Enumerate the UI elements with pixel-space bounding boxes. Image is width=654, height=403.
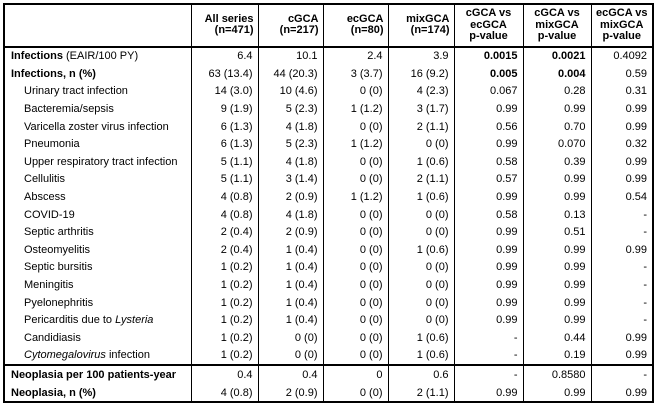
label-segment: Infections <box>11 50 63 63</box>
value-cell: 0 (0) <box>323 259 388 277</box>
value-cell: 0.39 <box>523 153 591 171</box>
value-cell: 0.99 <box>523 171 591 189</box>
value-cell: 0.44 <box>523 329 591 347</box>
header-cell-5: cGCA vs mixGCA p-value <box>523 4 591 47</box>
value-cell: 3 (1.7) <box>388 100 454 118</box>
value-cell: 0.31 <box>591 83 653 101</box>
label-segment: Septic arthritis <box>24 226 94 239</box>
value-cell: 1 (0.2) <box>191 276 258 294</box>
value-cell: - <box>591 276 653 294</box>
header-row <box>4 4 653 47</box>
row-label-cell <box>4 223 191 241</box>
table-row <box>4 100 653 118</box>
table-row <box>4 223 653 241</box>
label-segment: Pericarditis due to <box>24 314 116 327</box>
value-cell: 0 (0) <box>323 171 388 189</box>
value-cell: 2 (0.4) <box>191 223 258 241</box>
value-cell: 3.9 <box>388 47 454 66</box>
value-cell: 0 (0) <box>388 206 454 224</box>
label-segment: Cellulitis <box>24 173 65 186</box>
row-label-cell <box>4 100 191 118</box>
table-row <box>4 135 653 153</box>
row-label-cell <box>4 65 191 83</box>
value-cell: 1 (0.4) <box>258 294 323 312</box>
row-label-cell <box>4 171 191 189</box>
table-row <box>4 347 653 366</box>
table-row <box>4 83 653 101</box>
label-segment: Lysteria <box>115 314 154 327</box>
value-cell: 1 (0.4) <box>258 241 323 259</box>
value-cell: 0.99 <box>591 100 653 118</box>
label-segment: Neoplasia, n (%) <box>11 386 96 399</box>
row-label-cell <box>4 294 191 312</box>
value-cell: 0 (0) <box>323 223 388 241</box>
row-label-cell <box>4 118 191 136</box>
value-cell: 14 (3.0) <box>191 83 258 101</box>
value-cell: 1 (0.2) <box>191 347 258 366</box>
value-cell: 44 (20.3) <box>258 65 323 83</box>
value-cell: 0.32 <box>591 135 653 153</box>
value-cell: 0.99 <box>454 294 523 312</box>
value-cell: 9 (1.9) <box>191 100 258 118</box>
label-segment: COVID-19 <box>24 208 75 221</box>
value-cell: 0.57 <box>454 171 523 189</box>
value-cell: 1 (1.2) <box>323 188 388 206</box>
value-cell: 2 (1.1) <box>388 171 454 189</box>
value-cell: 0 (0) <box>388 294 454 312</box>
value-cell: 0.99 <box>523 294 591 312</box>
label-segment: infection <box>105 349 150 362</box>
label-segment: Cytomegalovirus <box>24 349 106 362</box>
value-cell: 0.51 <box>523 223 591 241</box>
header-cell-3: mixGCA (n=174) <box>388 4 454 47</box>
value-cell: 4 (2.3) <box>388 83 454 101</box>
value-cell: 0 (0) <box>388 311 454 329</box>
value-cell: 0 (0) <box>323 384 388 403</box>
value-cell: 10 (4.6) <box>258 83 323 101</box>
value-cell: 0.99 <box>591 329 653 347</box>
value-cell: 0.19 <box>523 347 591 366</box>
value-cell: 0 (0) <box>258 347 323 366</box>
value-cell: 0 (0) <box>323 206 388 224</box>
row-label-cell <box>4 241 191 259</box>
table-row <box>4 118 653 136</box>
value-cell: 63 (13.4) <box>191 65 258 83</box>
value-cell: 0.6 <box>388 365 454 384</box>
value-cell: - <box>454 347 523 366</box>
value-cell: 0 <box>323 365 388 384</box>
value-cell: - <box>591 259 653 277</box>
value-cell: 6 (1.3) <box>191 135 258 153</box>
value-cell: - <box>454 365 523 384</box>
value-cell: 0.13 <box>523 206 591 224</box>
value-cell: 1 (0.2) <box>191 294 258 312</box>
header-cell-0: All series (n=471) <box>191 4 258 47</box>
value-cell: 0.067 <box>454 83 523 101</box>
value-cell: 0 (0) <box>323 347 388 366</box>
value-cell: 0.54 <box>591 188 653 206</box>
value-cell: - <box>591 223 653 241</box>
value-cell: 0.005 <box>454 65 523 83</box>
value-cell: 0.99 <box>591 118 653 136</box>
value-cell: - <box>591 311 653 329</box>
value-cell: 0.4 <box>191 365 258 384</box>
value-cell: 6 (1.3) <box>191 118 258 136</box>
value-cell: 4 (0.8) <box>191 206 258 224</box>
value-cell: 2 (0.9) <box>258 188 323 206</box>
label-segment: Pyelonephritis <box>24 296 94 309</box>
value-cell: 4 (0.8) <box>191 188 258 206</box>
table-header <box>4 4 653 47</box>
value-cell: 0.8580 <box>523 365 591 384</box>
value-cell: 0.99 <box>591 347 653 366</box>
value-cell: 1 (0.4) <box>258 259 323 277</box>
value-cell: 0 (0) <box>323 118 388 136</box>
corner-cell <box>4 4 191 47</box>
row-label-cell <box>4 384 191 403</box>
value-cell: 0 (0) <box>323 241 388 259</box>
row-label-cell <box>4 206 191 224</box>
value-cell: 10.1 <box>258 47 323 66</box>
table-row <box>4 171 653 189</box>
label-segment: Infections, n (%) <box>11 67 96 80</box>
row-label-cell <box>4 365 191 384</box>
value-cell: 0.99 <box>454 188 523 206</box>
value-cell: 0 (0) <box>388 223 454 241</box>
label-segment: Meningitis <box>24 279 74 292</box>
table-row <box>4 65 653 83</box>
value-cell: 0.99 <box>454 259 523 277</box>
table-row <box>4 294 653 312</box>
value-cell: 4 (1.8) <box>258 118 323 136</box>
value-cell: 0.99 <box>523 241 591 259</box>
value-cell: 0.28 <box>523 83 591 101</box>
value-cell: 1 (0.6) <box>388 329 454 347</box>
header-cell-6: ecGCA vs mixGCA p-value <box>591 4 653 47</box>
label-segment: Bacteremia/sepsis <box>24 103 114 116</box>
row-label-cell <box>4 311 191 329</box>
value-cell: 2 (0.9) <box>258 223 323 241</box>
table-row <box>4 47 653 66</box>
value-cell: 4 (1.8) <box>258 153 323 171</box>
header-cell-4: cGCA vs ecGCA p-value <box>454 4 523 47</box>
value-cell: 0.99 <box>523 276 591 294</box>
value-cell: 5 (1.1) <box>191 153 258 171</box>
value-cell: 1 (0.4) <box>258 311 323 329</box>
value-cell: 3 (1.4) <box>258 171 323 189</box>
infections-neoplasia-table <box>3 3 654 403</box>
value-cell: 0 (0) <box>323 329 388 347</box>
value-cell: - <box>454 329 523 347</box>
value-cell: 5 (1.1) <box>191 171 258 189</box>
value-cell: - <box>591 294 653 312</box>
label-segment: Varicella zoster virus infection <box>24 120 169 133</box>
value-cell: 0.99 <box>454 311 523 329</box>
value-cell: 0.70 <box>523 118 591 136</box>
value-cell: 2.4 <box>323 47 388 66</box>
value-cell: 1 (0.6) <box>388 241 454 259</box>
value-cell: 16 (9.2) <box>388 65 454 83</box>
value-cell: 0.56 <box>454 118 523 136</box>
value-cell: 0.4 <box>258 365 323 384</box>
value-cell: 3 (3.7) <box>323 65 388 83</box>
value-cell: 0 (0) <box>258 329 323 347</box>
header-cell-1: cGCA (n=217) <box>258 4 323 47</box>
value-cell: 4 (0.8) <box>191 384 258 403</box>
value-cell: 0 (0) <box>323 311 388 329</box>
label-segment: Candidiasis <box>24 331 81 344</box>
value-cell: 0.99 <box>454 241 523 259</box>
value-cell: 0 (0) <box>388 259 454 277</box>
value-cell: - <box>591 206 653 224</box>
value-cell: 0.99 <box>591 384 653 403</box>
row-label-cell <box>4 47 191 66</box>
value-cell: 2 (0.9) <box>258 384 323 403</box>
value-cell: 1 (0.6) <box>388 347 454 366</box>
label-segment: Upper respiratory tract infection <box>24 155 178 168</box>
value-cell: 0.0015 <box>454 47 523 66</box>
value-cell: 0.99 <box>523 384 591 403</box>
header-cell-2: ecGCA (n=80) <box>323 4 388 47</box>
value-cell: 0.0021 <box>523 47 591 66</box>
table-row <box>4 153 653 171</box>
table-row <box>4 259 653 277</box>
label-segment: Septic bursitis <box>24 261 93 274</box>
value-cell: 0.99 <box>454 100 523 118</box>
row-label-cell <box>4 276 191 294</box>
label-segment: Abscess <box>24 191 66 204</box>
value-cell: 4 (1.8) <box>258 206 323 224</box>
value-cell: 0.99 <box>591 153 653 171</box>
value-cell: 1 (0.6) <box>388 153 454 171</box>
value-cell: 0.99 <box>591 171 653 189</box>
table-row <box>4 365 653 384</box>
value-cell: 0 (0) <box>388 276 454 294</box>
row-label-cell <box>4 347 191 366</box>
value-cell: 0.99 <box>523 259 591 277</box>
value-cell: 0.99 <box>454 223 523 241</box>
value-cell: 1 (0.2) <box>191 259 258 277</box>
table-row <box>4 311 653 329</box>
value-cell: 0.99 <box>523 100 591 118</box>
value-cell: 0 (0) <box>323 276 388 294</box>
table-row <box>4 384 653 403</box>
value-cell: 6.4 <box>191 47 258 66</box>
value-cell: 0 (0) <box>388 135 454 153</box>
value-cell: 1 (0.2) <box>191 329 258 347</box>
row-label-cell <box>4 329 191 347</box>
row-label-cell <box>4 153 191 171</box>
row-label-cell <box>4 259 191 277</box>
table-row <box>4 276 653 294</box>
value-cell: 0 (0) <box>323 294 388 312</box>
value-cell: 0.99 <box>454 384 523 403</box>
label-segment: Neoplasia per 100 patients-year <box>11 368 177 381</box>
table-row <box>4 188 653 206</box>
value-cell: 0.99 <box>523 188 591 206</box>
value-cell: 0.070 <box>523 135 591 153</box>
value-cell: 0.4092 <box>591 47 653 66</box>
value-cell: 0.59 <box>591 65 653 83</box>
value-cell: 1 (1.2) <box>323 135 388 153</box>
table-row <box>4 206 653 224</box>
value-cell: 0.99 <box>523 311 591 329</box>
value-cell: 0.99 <box>454 276 523 294</box>
value-cell: 1 (1.2) <box>323 100 388 118</box>
value-cell: 0.99 <box>591 241 653 259</box>
value-cell: 2 (1.1) <box>388 384 454 403</box>
value-cell: 1 (0.2) <box>191 311 258 329</box>
value-cell: 0 (0) <box>323 153 388 171</box>
value-cell: 1 (0.4) <box>258 276 323 294</box>
label-segment: Osteomyelitis <box>24 243 91 256</box>
label-segment: Pneumonia <box>24 138 80 151</box>
value-cell: 1 (0.6) <box>388 188 454 206</box>
table-row <box>4 329 653 347</box>
value-cell: 0.004 <box>523 65 591 83</box>
value-cell: 0.58 <box>454 153 523 171</box>
value-cell: - <box>591 365 653 384</box>
table-row <box>4 241 653 259</box>
row-label-cell <box>4 188 191 206</box>
row-label-cell <box>4 135 191 153</box>
value-cell: 0 (0) <box>323 83 388 101</box>
value-cell: 2 (1.1) <box>388 118 454 136</box>
label-segment: Urinary tract infection <box>24 85 128 98</box>
value-cell: 5 (2.3) <box>258 135 323 153</box>
label-segment: (EAIR/100 PY) <box>62 50 139 63</box>
row-label-cell <box>4 83 191 101</box>
table-body <box>4 47 653 403</box>
value-cell: 2 (0.4) <box>191 241 258 259</box>
value-cell: 5 (2.3) <box>258 100 323 118</box>
value-cell: 0.99 <box>454 135 523 153</box>
value-cell: 0.58 <box>454 206 523 224</box>
